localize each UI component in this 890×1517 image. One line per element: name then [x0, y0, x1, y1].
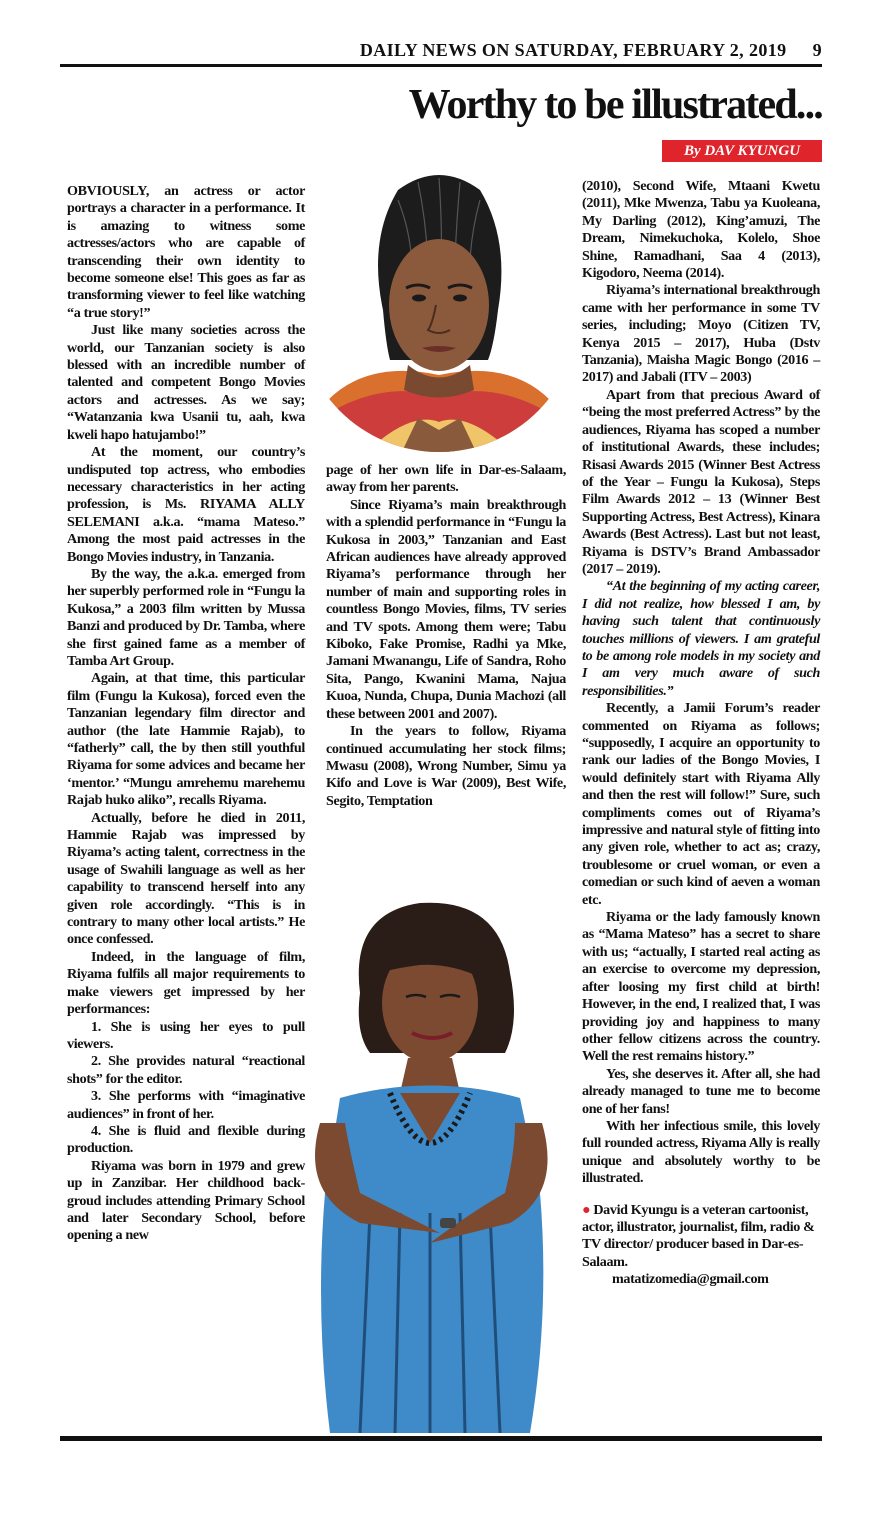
bullet-icon: ●: [582, 1201, 591, 1218]
paragraph: page of her own life in Dar-es-Salaam, away from her parents.: [326, 462, 566, 496]
paragraph: In the years to follow, Riyama continued accumulating her stock films; Mwasu (2008), Wrong Number, Simu ya Kifo and Love is War (2009), Best Wife, Segito, Temptation: [326, 723, 566, 809]
paragraph: Yes, she deserves it. After all, she had already managed to tune me to become one of her fans!: [582, 1065, 820, 1117]
portrait-full-figure-illustration: [300, 893, 562, 1433]
column-1: [67, 183, 305, 1245]
top-rule: [60, 64, 822, 67]
page-header: [60, 40, 822, 64]
paragraph: Actually, before he died in 2011, Hammie Rajab was impressed by Riyama’s acting talent, correctness in the usage of Swahili language as well as her capability to transcend herself into any given role accordingly. “This is in contrary to many other local artists.” He once confessed.: [67, 809, 305, 948]
paragraph: Riyama’s international breakthrough came with her performance in some TV series, including; Moyo (Citizen TV, Kenya 2015 – 2017), Huba (Dstv Tanzania), Maisha Magic Bongo (2016 – 2017) and Jabali (ITV – 2003): [582, 282, 820, 386]
headline: Worthy to be illustrated...: [408, 82, 822, 128]
list-item: 4. She is fluid and flexible during production.: [67, 1122, 305, 1157]
column-2: [326, 462, 566, 810]
author-email[interactable]: matatizomedia@gmail.com: [612, 1271, 769, 1288]
author-bio: [582, 1202, 820, 1289]
paragraph: By the way, the a.k.a. emerged from her superbly performed role in “Fungu la Kukosa,” a 2003 film written by Mussa Banzi and produced by Dr. Tamba, where she first gained fame as a member of Tamba Art Group.: [67, 565, 305, 669]
list-item: 2. She provides natural “reactional shots” for the editor.: [67, 1053, 305, 1087]
quote-paragraph: “At the beginning of my acting career, I did not realize, how blessed I am, by having such talent that continuously touches millions of viewers. I am grateful to be among role models in my society and I am very much aware of such responsibilities.”: [582, 578, 820, 699]
paragraph: With her infectious smile, this lovely full rounded actress, Riyama Ally is really unique and absolutely worthy to be illustrated.: [582, 1117, 820, 1187]
paragraph: Again, at that time, this particular film (Fungu la Kukosa), forced even the Tanzanian legendary film director and author (the late Hammie Rajab), to “fatherly” call, the by then still youthful Riyama for some advices and became her ‘mentor.’ “Mungu amrehemu marehemu Rajab huko aliko”, recalls Riyama.: [67, 670, 305, 809]
paragraph: Riyama was born in 1979 and grew up in Zanzibar. Her childhood back-groud includes attending Primary School and later Secondary School, before opening a new: [67, 1157, 305, 1244]
bottom-rule: [60, 1436, 822, 1441]
author-bio-text: [582, 1202, 820, 1272]
page-number: 9: [812, 40, 822, 60]
paragraph: OBVIOUSLY, an actress or actor portrays a character in a performance. It is amazing to witness some actresses/actors who are capable of transcending their own identity to become someone else! This goes as far as transforming viewer to feel like watching “a true story!”: [67, 183, 305, 321]
byline: By DAV KYUNGU: [662, 140, 822, 162]
column-3: [582, 178, 820, 1289]
list-item: 1. She is using her eyes to pull viewers.: [67, 1018, 305, 1052]
paragraph: Apart from that precious Award of “being the most preferred Actress” by the audiences, Riyama has scoped a number of institutional Awards, these includes; Risasi Awards 2015 (Winner Best Actress of the Year – Fungu la Kukosa), Steps Film Awards 2012 – 13 (Winner Best Supporting Actress, Best Actress), Kinara Awards (Best Actress). Last but not least, Riyama is DSTV’s Brand Ambassador (2017 – 2019).: [582, 386, 820, 577]
portrait-headshot-illustration: [298, 160, 580, 460]
paragraph: Indeed, in the language of film, Riyama fulfils all major requirements to make viewers get impressed by her performances:: [67, 948, 305, 1018]
paragraph: At the moment, our country’s undisputed top actress, who embodies necessary characteristics in her acting profession, is Ms. RIYAMA ALLY SELEMANI a.k.a. “mama Mateso.” Among the most paid actresses in the Bongo Movies industry, in Tanzania.: [67, 444, 305, 565]
masthead: DAILY NEWS ON SATURDAY, FEBRUARY 2, 2019: [359, 40, 787, 60]
paragraph: Recently, a Jamii Forum’s reader commented on Riyama as follows; “supposedly, I acquire an opportunity to rank our ladies of the Bongo Movies, I would definitely start with Riyama Ally and then the rest will follow!” Sure, such compliments comes out of Riyama’s impressive and natural style of fitting into any given role, whether to act as; crazy, troublesome or cruel woman, or even a comedian or such kind of aeven a woman etc.: [582, 700, 820, 908]
paragraph: (2010), Second Wife, Mtaani Kwetu (2011), Mke Mwenza, Tabu ya Kuoleana, My Darling (2012), King’amuzi, The Dream, Nimekuchoka, Kolelo, Shoe Shine, Ramadhani, Saa 4 (2013), Kigodoro, Neema (2014).: [582, 178, 820, 282]
paragraph: Since Riyama’s main breakthrough with a splendid performance in “Fungu la Kukosa in 2003,” Tanzanian and East African audiences have already approved Riyama’s performance through her number of main and supporting roles in countless Bongo Movies, films, TV series and TV spots. Among them were; Tabu Kiboko, Fake Promise, Radhi ya Mke, Jamani Mwanangu, Life of Sandra, Roho Sita, Pango, Kwanini Mama, Najua Kuoa, Nunda, Chupa, Dunia Machozi (all these between 2001 and 2007).: [326, 496, 566, 722]
bio-text: David Kyungu is a veteran cartoonist, actor, illustrator, journalist, film, radio & TV director/ producer based in Dar-es-Salaam.: [582, 1201, 815, 1270]
paragraph: Just like many societies across the world, our Tanzanian society is also blessed with an incredible number of talented and competent Bongo Movies actors and actresses. As we say; “Watanzania kwa Usanii tu, aah, kwa kweli hapo hatujambo!”: [67, 322, 305, 443]
paragraph: Riyama or the lady famously known as “Mama Mateso” has a secret to share with us; “actually, I started real acting as an exercise to overcome my depression, after loosing my first child at birth! However, in the end, I realized that, I was providing joy and happiness to many other fellow citizens across the country. Well the rest remains history.”: [582, 909, 820, 1065]
list-item: 3. She performs with “imaginative audiences” in front of her.: [67, 1088, 305, 1122]
